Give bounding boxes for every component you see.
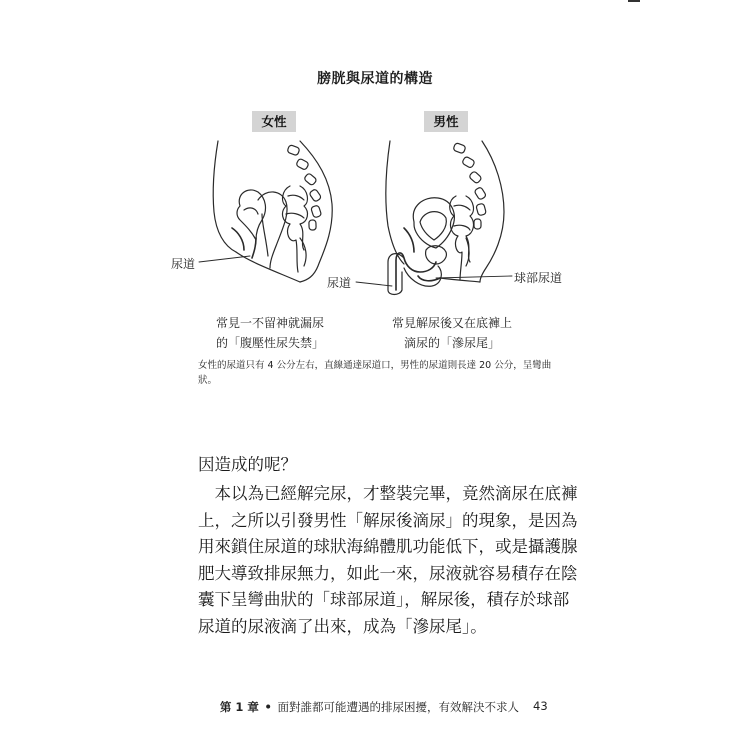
female-rectum-icon [283, 186, 308, 272]
paragraph-line: 肥大導致排尿無力，如此一來，尿液就容易積存在陰 [198, 563, 578, 583]
footer-bullet: • [264, 700, 272, 714]
male-rectum-icon [450, 196, 474, 280]
paragraph-line: 本以為已經解完尿，才整裝完畢，竟然滴尿在底褲 [198, 484, 578, 503]
paragraph-line: 囊下呈彎曲狀的「球部尿道」，解尿後，積存於球部 [198, 590, 570, 609]
male-spine-icon [453, 143, 487, 266]
body-paragraph [198, 481, 578, 640]
male-pubic-bone [404, 228, 414, 252]
label-urethra-male: 尿道 [327, 276, 352, 290]
paragraph-line: 用來鎖住尿道的球狀海綿體肌功能低下，或是攝護腺 [198, 537, 578, 556]
male-caption-line1: 常見解尿後又在底褲上 [391, 316, 512, 330]
bulbar-urethra-leader [436, 276, 512, 278]
page-number: 43 [533, 699, 548, 713]
paragraph-line: 上，之所以引發男性「解尿後滴尿」的現象，是因為 [198, 510, 578, 530]
female-urethra-leader [199, 256, 250, 262]
male-caption-line2: 滴尿的「滲尿尾」 [403, 336, 500, 350]
figure-title: 膀胱與尿道的構造 [317, 71, 433, 87]
male-tag: 男性 [424, 111, 468, 132]
footer-chapter: 第 1 章 [219, 700, 259, 714]
female-caption-line1: 常見一不留神就漏尿 [215, 316, 324, 330]
female-urethra-line [252, 238, 256, 258]
female-pubic-bone [232, 228, 244, 250]
male-back-outline [480, 141, 504, 282]
male-scrotum-icon [404, 266, 441, 286]
female-bladder-icon [237, 190, 265, 240]
label-bulbar-urethra: 球部尿道 [514, 271, 563, 285]
male-caption [372, 313, 532, 353]
paragraph-line: 尿道的尿液滴了出來，成為「滲尿尾」。 [198, 616, 487, 636]
female-caption [190, 313, 350, 353]
male-front-outline [386, 141, 404, 264]
question-line: 因造成的呢？ [198, 455, 297, 474]
footer-chapter-title: 面對誰都可能遭遇的排尿困擾，有效解決不求人 [277, 700, 519, 714]
male-urethra-leader [356, 282, 392, 286]
female-uterus-icon [258, 192, 287, 268]
male-anatomy [356, 141, 512, 295]
female-front-outline [213, 141, 236, 252]
female-tag: 女性 [252, 111, 296, 132]
label-urethra-female: 尿道 [171, 257, 196, 271]
page-footer [0, 699, 519, 715]
female-caption-line2: 的「腹壓性尿失禁」 [215, 336, 324, 350]
figure-note: 女性的尿道只有 4 公分左右，直線通達尿道口，男性的尿道則長達 20 公分，呈彎曲狀。 [198, 360, 552, 386]
female-back-outline [300, 141, 332, 282]
female-anatomy [199, 141, 332, 282]
